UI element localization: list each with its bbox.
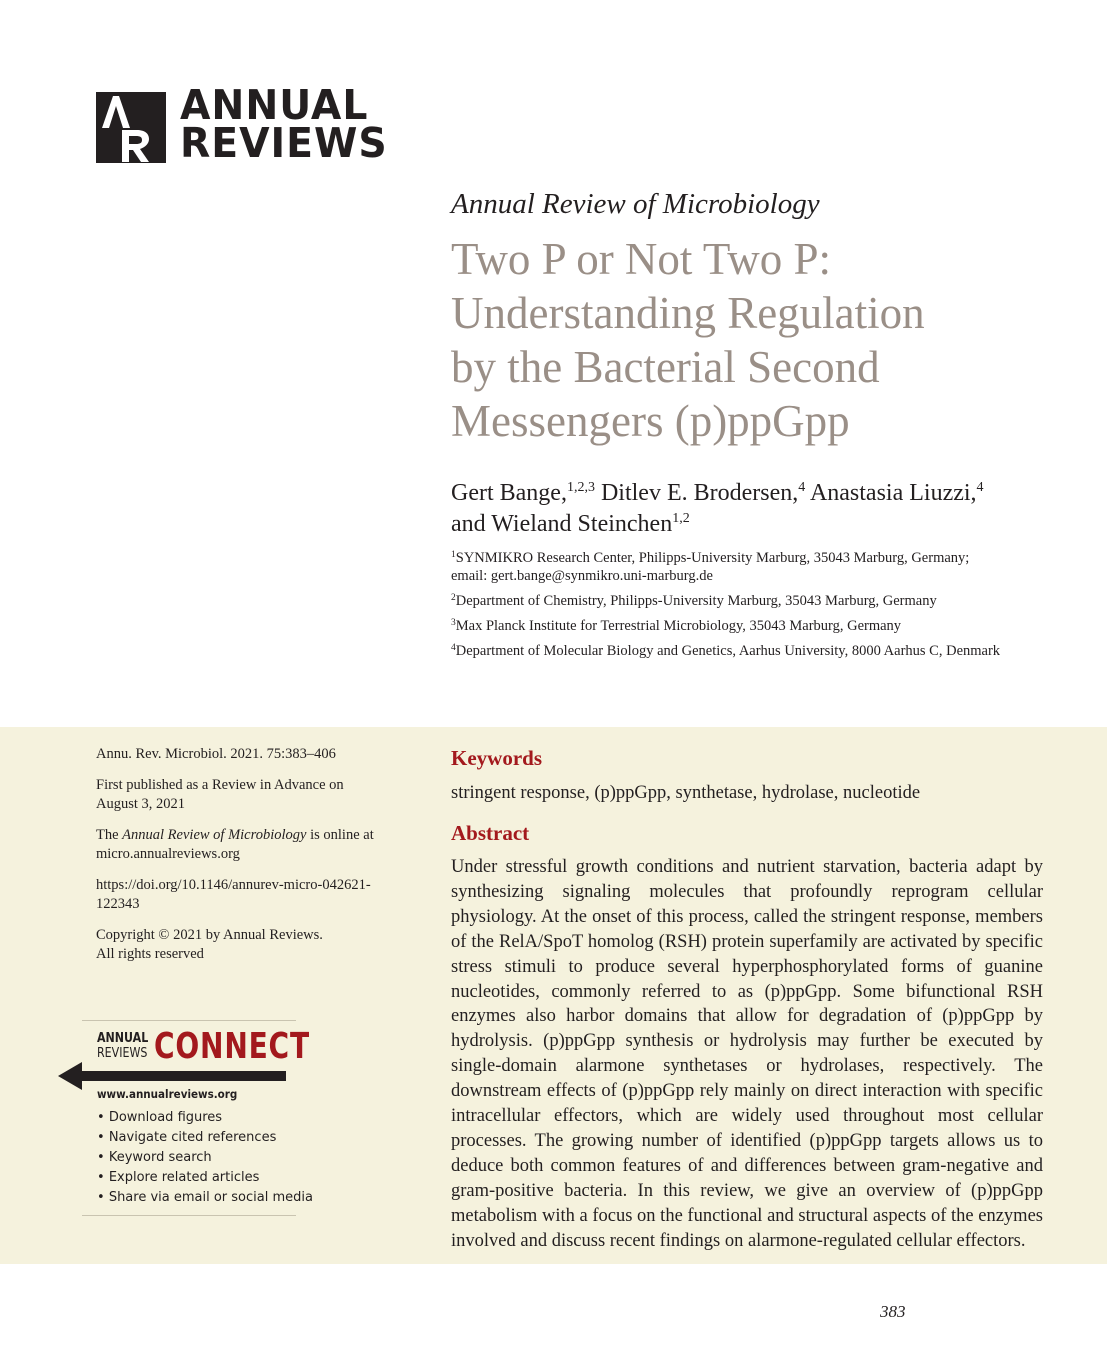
online-journal: Annual Review of Microbiology bbox=[122, 827, 307, 843]
page-number: 383 bbox=[880, 1302, 906, 1321]
abstract-heading: Abstract bbox=[451, 821, 530, 845]
affiliation-text: Department of Molecular Biology and Genetics, Aarhus University, 8000 Aarhus C, Denmark bbox=[455, 643, 1001, 659]
annual-reviews-logo-icon bbox=[96, 92, 166, 163]
list-item: • Navigate cited references bbox=[97, 1128, 313, 1148]
title-line: Messengers (p)ppGpp bbox=[451, 396, 850, 446]
affiliation-email: email: gert.bange@synmikro.uni-marburg.de bbox=[451, 568, 713, 584]
title-line: by the Bacterial Second bbox=[451, 342, 880, 392]
author-name: Anastasia Liuzzi, bbox=[805, 480, 977, 506]
doi-link[interactable]: https://doi.org/10.1146/annurev-micro-042621- bbox=[96, 877, 371, 893]
connect-url[interactable]: www.annualreviews.org bbox=[97, 1087, 238, 1101]
wordmark-line2: REVIEWS bbox=[180, 119, 388, 167]
connect-reviews: REVIEWS bbox=[97, 1046, 148, 1061]
author-name: Gert Bange, bbox=[451, 480, 567, 506]
title-line: Two P or Not Two P: bbox=[451, 234, 831, 284]
author-affil-ref: 1,2,3 bbox=[566, 480, 595, 495]
author-name: Ditlev E. Brodersen, bbox=[594, 480, 799, 506]
article-metadata bbox=[96, 745, 408, 976]
author-affil-ref: 1,2 bbox=[672, 511, 690, 526]
doi-link-cont[interactable]: 122343 bbox=[96, 896, 140, 912]
list-item: • Keyword search bbox=[97, 1148, 313, 1168]
affiliation-number: 1 bbox=[451, 550, 456, 560]
affiliation-number: 3 bbox=[451, 618, 456, 628]
published-date: August 3, 2021 bbox=[96, 796, 186, 812]
author-name: and Wieland Steinchen bbox=[451, 511, 673, 537]
affiliation bbox=[451, 592, 1091, 610]
doi bbox=[96, 876, 408, 914]
author-affil-ref: 4 bbox=[976, 480, 984, 495]
affiliation-number: 4 bbox=[451, 643, 456, 653]
connect-annual: ANNUAL bbox=[97, 1031, 149, 1046]
connect-title: CONNECT bbox=[154, 1026, 310, 1067]
affiliation-text: SYNMIKRO Research Center, Philipps-University Marburg, 35043 Marburg, Germany; bbox=[455, 550, 970, 566]
affiliations bbox=[451, 549, 1091, 667]
copyright bbox=[96, 926, 408, 964]
list-item: • Explore related articles bbox=[97, 1168, 313, 1188]
list-item: • Share via email or social media bbox=[97, 1188, 313, 1208]
online-info bbox=[96, 826, 408, 864]
list-item: • Download figures bbox=[97, 1108, 313, 1128]
affiliation-text: Max Planck Institute for Terrestrial Microbiology, 35043 Marburg, Germany bbox=[455, 618, 902, 634]
article-title bbox=[451, 232, 1071, 448]
citation: Annu. Rev. Microbiol. 2021. 75:383–406 bbox=[96, 746, 336, 762]
copyright-line: Copyright © 2021 by Annual Reviews. bbox=[96, 927, 323, 943]
abstract-text: Under stressful growth conditions and nutrient starvation, bacteria adapt by synthesizing signaling molecules that profoundly reprogram cellular physiology. At the onset of this process, called the stringent response, members of the RelA/SpoT homolog (RSH) protein superfamily are activated by specific stress stimuli to produce several hyperphosphorylated forms of guanine nucleotides, commonly referred to as (p)ppGpp. Some bifunctional RSH enzymes also harbor domains that allow for degradation of (p)ppGpp by hydrolysis. (p)ppGpp synthesis or hydrolysis may further be executed by single-domain alarmone synthetases or hydrolases, respectively. The downstream effects of (p)ppGpp rely mainly on direct interaction with specific intracellular effectors, which are widely used throughout most cellular processes. The growing number of identified (p)ppGpp targets allows us to deduce both common features of and differences between gram-negative and gram-positive bacteria. In this review, we give an overview of (p)ppGpp metabolism with a focus on the functional and structural aspects of the enzymes involved and discuss recent findings on alarmone-regulated cellular effectors. bbox=[451, 857, 1043, 1251]
publication-date bbox=[96, 776, 408, 814]
connect-feature-list bbox=[97, 1108, 313, 1208]
keywords-heading: Keywords bbox=[451, 746, 542, 770]
wordmark-line1: ANNUAL bbox=[180, 81, 369, 129]
affiliation bbox=[451, 549, 1091, 585]
affiliation bbox=[451, 617, 1091, 635]
author-affil-ref: 4 bbox=[798, 480, 806, 495]
journal-name: Annual Review of Microbiology bbox=[451, 188, 820, 220]
rights-line: All rights reserved bbox=[96, 946, 204, 962]
affiliation-text: Department of Chemistry, Philipps-University Marburg, 35043 Marburg, Germany bbox=[455, 593, 937, 609]
online-post: is online at bbox=[306, 827, 374, 843]
online-pre: The bbox=[96, 827, 123, 843]
title-line: Understanding Regulation bbox=[451, 288, 925, 338]
keywords-text: stringent response, (p)ppGpp, synthetase, hydrolase, nucleotide bbox=[451, 783, 921, 803]
affiliation-number: 2 bbox=[451, 593, 456, 603]
author-list bbox=[451, 478, 1071, 540]
affiliation bbox=[451, 642, 1091, 660]
annual-reviews-wordmark bbox=[180, 81, 388, 167]
journal-url-link[interactable]: micro.annualreviews.org bbox=[96, 846, 240, 862]
published-line: First published as a Review in Advance on bbox=[96, 777, 344, 793]
